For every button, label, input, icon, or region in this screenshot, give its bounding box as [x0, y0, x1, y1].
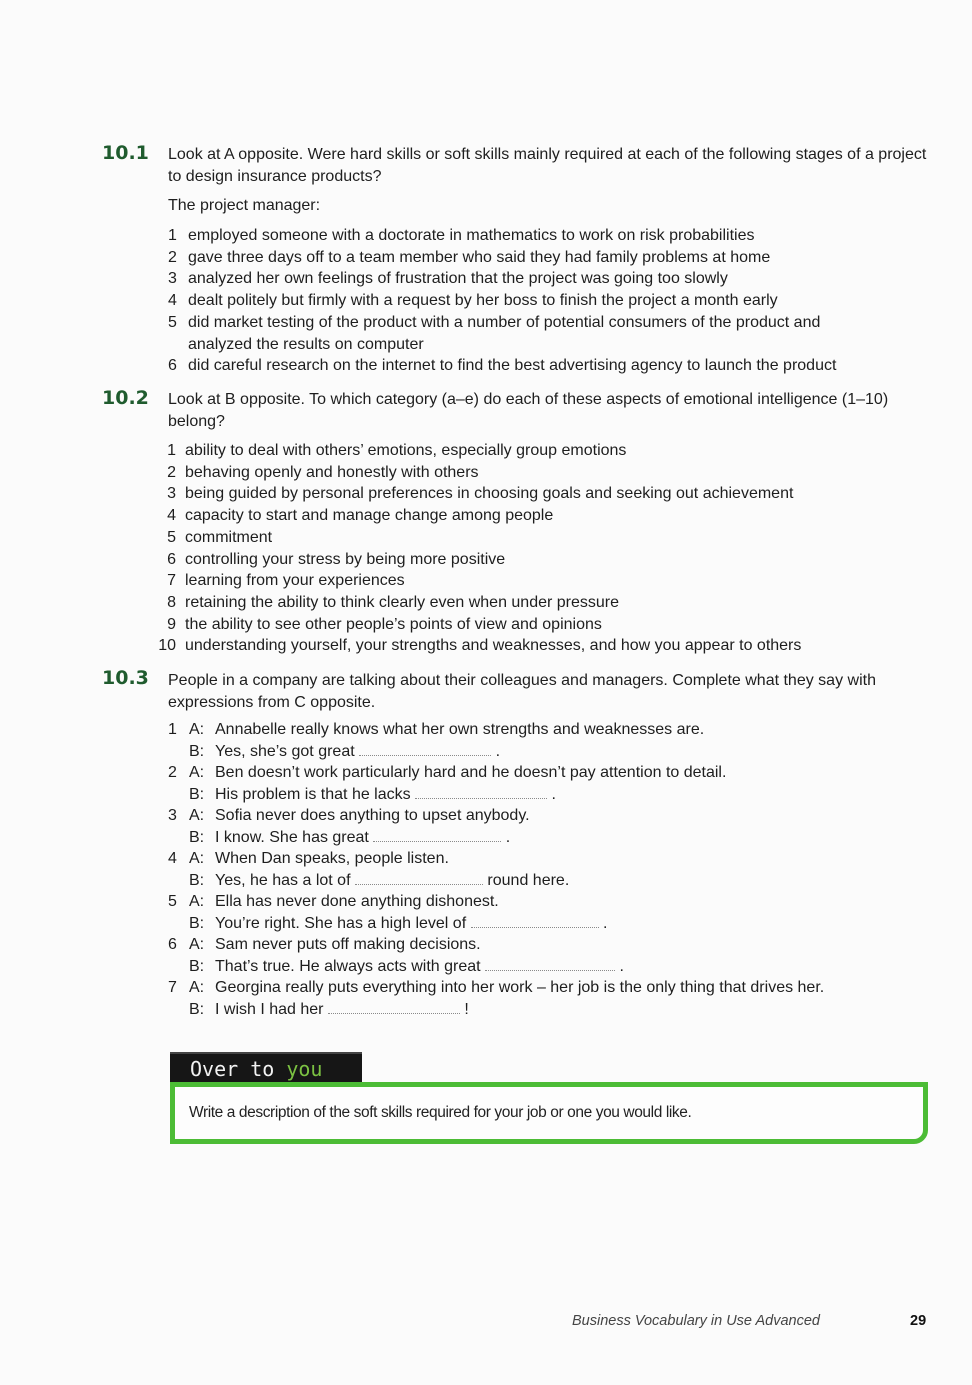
dialogue-text-end: . — [619, 957, 624, 975]
dialogue-line-a — [168, 891, 908, 913]
dialogue-line-b — [168, 827, 908, 849]
dialogue-text: Ben doesn’t work particularly hard and he doesn’t pay attention to detail. — [215, 764, 727, 781]
list-item — [158, 462, 918, 484]
over-to-you-text: Write a description of the soft skills required for your job or one you would like. — [189, 1104, 692, 1121]
exercise-instruction: Look at B opposite. To which category (a–e) do each of these aspects of emotional intelligence (1–10) belong? — [168, 391, 889, 430]
dialogue-number: 2 — [168, 764, 177, 781]
item-number: 2 — [168, 248, 177, 266]
item-text: behaving openly and honestly with others — [185, 463, 479, 481]
exercise-items — [168, 225, 888, 377]
item-text: did market testing of the product with a number of potential consumers of the product and analyzed the results on computer — [188, 313, 821, 353]
speaker-label: B: — [189, 914, 205, 932]
exercise-lead: The project manager: — [168, 197, 321, 214]
item-text: analyzed her own feelings of frustration that the project was going too slowly — [188, 270, 728, 288]
dialogue-text-end: . — [551, 785, 556, 803]
list-item — [158, 505, 918, 527]
list-item — [168, 247, 888, 269]
speaker-label: A: — [189, 850, 205, 867]
dialogue-number: 3 — [168, 807, 177, 824]
item-number: 10 — [158, 637, 176, 655]
item-number: 4 — [168, 292, 177, 310]
speaker-label: B: — [189, 742, 205, 760]
item-number: 1 — [167, 442, 176, 459]
item-number: 8 — [167, 593, 176, 611]
dialogue-list — [168, 719, 908, 1020]
dialogue-text: Sam never puts off making decisions. — [215, 936, 481, 953]
dialogue-number: 1 — [168, 721, 177, 738]
dialogue-line-a — [168, 934, 908, 956]
item-number: 3 — [167, 485, 176, 503]
dialogue-text: Ella has never done anything dishonest. — [215, 893, 499, 910]
item-text: did careful research on the internet to find the best advertising agency to launch the product — [188, 357, 837, 375]
over-to-you-box — [170, 1082, 928, 1144]
item-text: ability to deal with others’ emotions, especially group emotions — [185, 442, 627, 459]
item-number: 5 — [167, 528, 176, 546]
dialogue-number: 6 — [168, 936, 177, 953]
list-item — [158, 635, 918, 657]
dialogue-text-end: . — [495, 742, 501, 760]
exercise-instruction: People in a company are talking about their colleagues and managers. Complete what they say with expressions from C opposite. — [168, 672, 876, 711]
answer-blank[interactable] — [359, 741, 491, 756]
dialogue-line-b — [168, 913, 908, 935]
exercise-number: 10.2 — [102, 387, 149, 409]
dialogue-number: 5 — [168, 893, 177, 910]
answer-blank[interactable] — [415, 784, 547, 799]
list-item — [168, 268, 888, 290]
exercise-items — [158, 440, 918, 657]
list-item — [158, 483, 918, 505]
dialogue-text: I know. She has great — [215, 828, 369, 846]
item-text: dealt politely but firmly with a request by her boss to finish the project a month early — [188, 292, 778, 310]
answer-blank[interactable] — [328, 999, 460, 1014]
answer-blank[interactable] — [471, 913, 599, 928]
item-number: 2 — [167, 463, 176, 481]
item-text: controlling your stress by being more positive — [185, 550, 506, 568]
list-item — [158, 614, 918, 636]
dialogue-line-b — [168, 870, 908, 892]
dialogue-text: Georgina really puts everything into her work – her job is the only thing that drives her. — [215, 979, 825, 996]
exercise-number: 10.3 — [102, 667, 149, 689]
dialogue-text: Yes, she’s got great — [215, 742, 355, 760]
item-text: learning from your experiences — [185, 572, 405, 590]
dialogue-text-end: . — [505, 828, 511, 846]
answer-blank[interactable] — [373, 827, 501, 842]
item-number: 6 — [168, 357, 177, 375]
dialogue-text: I wish I had her — [215, 1000, 324, 1018]
speaker-label: B: — [189, 1000, 205, 1018]
dialogue-line-a — [168, 719, 908, 741]
item-text: employed someone with a doctorate in mathematics to work on risk probabilities — [188, 227, 755, 244]
over-to-you-heading — [170, 1052, 362, 1083]
item-text: capacity to start and manage change among people — [185, 507, 554, 525]
book-title: Business Vocabulary in Use Advanced — [572, 1313, 820, 1329]
dialogue-text: You’re right. She has a high level of — [215, 914, 467, 932]
dialogue-line-b — [168, 956, 908, 978]
dialogue-text: Yes, he has a lot of — [215, 871, 351, 889]
item-number: 7 — [167, 572, 176, 590]
list-item — [168, 355, 888, 377]
speaker-label: A: — [189, 807, 205, 824]
item-number: 1 — [168, 227, 177, 244]
list-item — [168, 312, 888, 355]
speaker-label: A: — [189, 721, 205, 738]
dialogue-text: Annabelle really knows what her own strengths and weaknesses are. — [215, 721, 705, 738]
list-item — [168, 225, 888, 247]
list-item — [168, 290, 888, 312]
speaker-label: A: — [189, 893, 205, 910]
list-item — [158, 592, 918, 614]
dialogue-line-a — [168, 977, 908, 999]
dialogue-number: 4 — [168, 850, 177, 867]
item-text: gave three days off to a team member who said they had family problems at home — [188, 248, 771, 266]
dialogue-number: 7 — [168, 979, 177, 996]
dialogue-line-a — [168, 848, 908, 870]
dialogue-text: His problem is that he lacks — [215, 785, 411, 803]
dialogue-text-end: . — [603, 914, 608, 932]
item-number: 3 — [168, 270, 177, 288]
item-text: being guided by personal preferences in choosing goals and seeking out achievement — [185, 485, 794, 503]
answer-blank[interactable] — [355, 870, 483, 885]
item-text: retaining the ability to think clearly even when under pressure — [185, 593, 620, 611]
dialogue-line-b — [168, 784, 908, 806]
dialogue-text: Sofia never does anything to upset anybody. — [215, 807, 530, 824]
list-item — [158, 570, 918, 592]
item-text: the ability to see other people’s points of view and opinions — [185, 615, 602, 633]
dialogue-text: When Dan speaks, people listen. — [215, 850, 449, 867]
item-text: commitment — [185, 528, 273, 546]
dialogue-line-a — [168, 805, 908, 827]
heading-part: Over to — [190, 1057, 275, 1081]
dialogue-line-b — [168, 741, 908, 763]
dialogue-text-end: ! — [464, 1000, 469, 1018]
speaker-label: A: — [189, 979, 205, 996]
speaker-label: B: — [189, 957, 205, 975]
item-number: 5 — [168, 313, 177, 331]
speaker-label: B: — [189, 871, 205, 889]
item-number: 4 — [167, 507, 176, 525]
list-item — [158, 527, 918, 549]
list-item — [158, 549, 918, 571]
speaker-label: A: — [189, 764, 205, 781]
list-item — [158, 440, 918, 462]
speaker-label: B: — [189, 828, 205, 846]
speaker-label: B: — [189, 785, 205, 803]
speaker-label: A: — [189, 936, 205, 953]
exercise-instruction: Look at A opposite. Were hard skills or soft skills mainly required at each of the following stages of a project to design insurance products? — [168, 146, 927, 185]
dialogue-text: That’s true. He always acts with great — [215, 957, 481, 975]
dialogue-text-end: round here. — [487, 871, 570, 889]
heading-highlight: you — [286, 1057, 323, 1081]
item-text: understanding yourself, your strengths and weaknesses, and how you appear to others — [185, 637, 802, 655]
item-number: 6 — [167, 550, 176, 568]
dialogue-line-b — [168, 999, 908, 1021]
exercise-number: 10.1 — [102, 142, 149, 164]
answer-blank[interactable] — [485, 956, 615, 971]
item-number: 9 — [167, 615, 176, 633]
page-number: 29 — [910, 1313, 927, 1329]
dialogue-line-a — [168, 762, 908, 784]
